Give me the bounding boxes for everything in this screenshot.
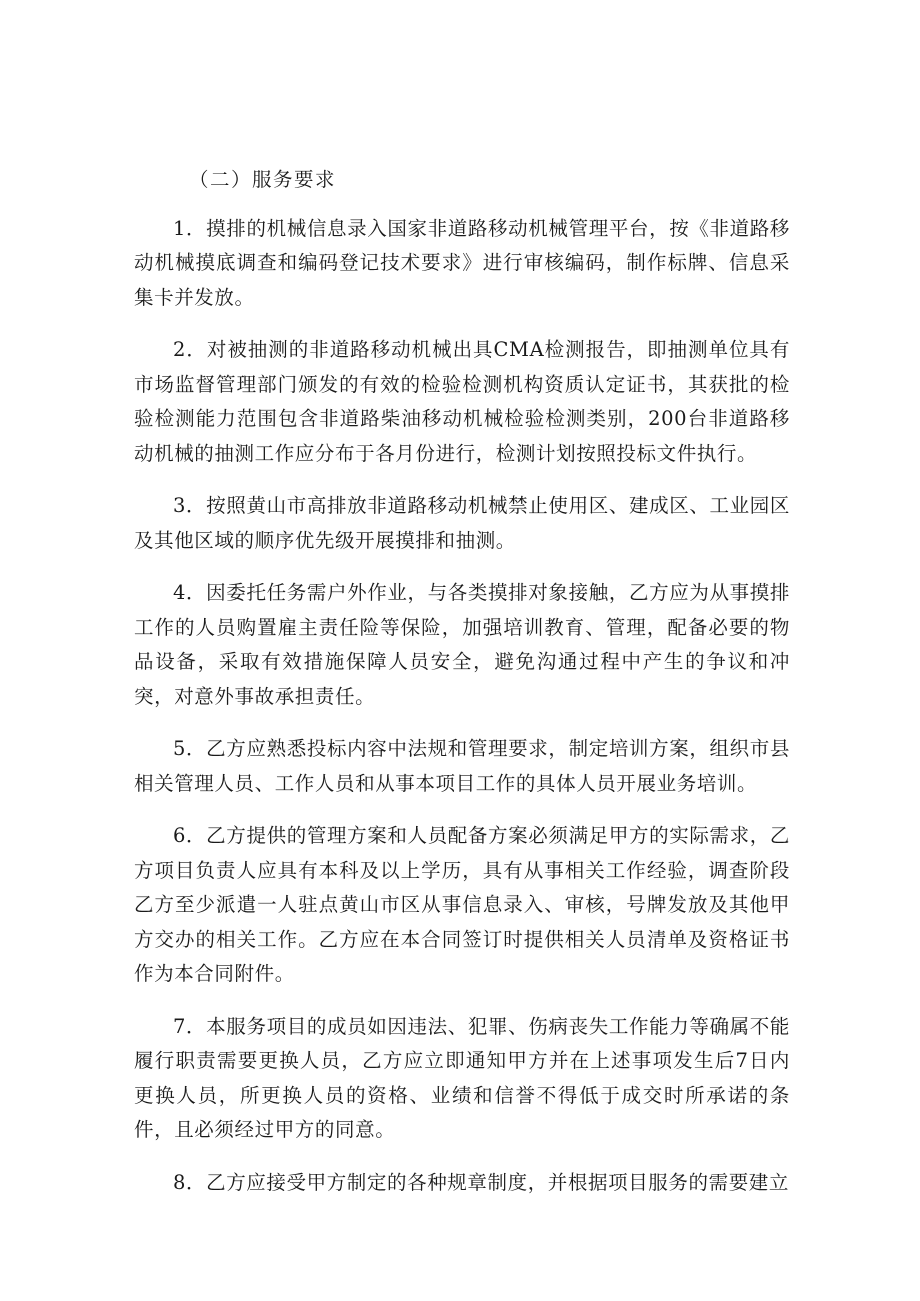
document-body bbox=[134, 163, 790, 1218]
paragraph-2: 2．对被抽测的非道路移动机械出具CMA检测报告，即抽测单位具有市场监督管理部门颁发的有效的检验检测机构资质认定证书，其获批的检验检测能力范围包含非道路柴油移动机械检验检测类别，200台非道路移动机械的抽测工作应分布于各月份进行，检测计划按照投标文件执行。 bbox=[134, 338, 790, 465]
paragraph-4: 4．因委托任务需户外作业，与各类摸排对象接触，乙方应为从事摸排工作的人员购置雇主责任险等保险，加强培训教育、管理，配备必要的物品设备，采取有效措施保障人员安全，避免沟通过程中产生的争议和冲突，对意外事故承担责任。 bbox=[134, 581, 790, 708]
paragraph-8: 8．乙方应接受甲方制定的各种规章制度，并根据项目服务的需要建立 bbox=[173, 1170, 790, 1194]
section-heading: （二）服务要求 bbox=[189, 168, 337, 191]
paragraph-6: 6．乙方提供的管理方案和人员配备方案必须满足甲方的实际需求，乙方项目负责人应具有本科及以上学历，具有从事相关工作经验，调查阶段乙方至少派遣一人驻点黄山市区从事信息录入、审核，号牌发放及其他甲方交办的相关工作。乙方应在本合同签订时提供相关人员清单及资格证书作为本合同附件。 bbox=[134, 824, 790, 985]
paragraph-3: 3．按照黄山市高排放非道路移动机械禁止使用区、建成区、工业园区及其他区域的顺序优先级开展摸排和抽测。 bbox=[134, 494, 790, 552]
paragraph-1: 1．摸排的机械信息录入国家非道路移动机械管理平台，按《非道路移动机械摸底调查和编码登记技术要求》进行审核编码，制作标牌、信息采集卡并发放。 bbox=[134, 216, 790, 309]
paragraph-7: 7．本服务项目的成员如因违法、犯罪、伤病丧失工作能力等确属不能履行职责需要更换人员，乙方应立即通知甲方并在上述事项发生后7日内更换人员，所更换人员的资格、业绩和信誉不得低于成交时所承诺的条件，且必须经过甲方的同意。 bbox=[134, 1014, 790, 1141]
paragraph-5: 5．乙方应熟悉投标内容中法规和管理要求，制定培训方案，组织市县相关管理人员、工作人员和从事本项目工作的具体人员开展业务培训。 bbox=[134, 737, 790, 795]
